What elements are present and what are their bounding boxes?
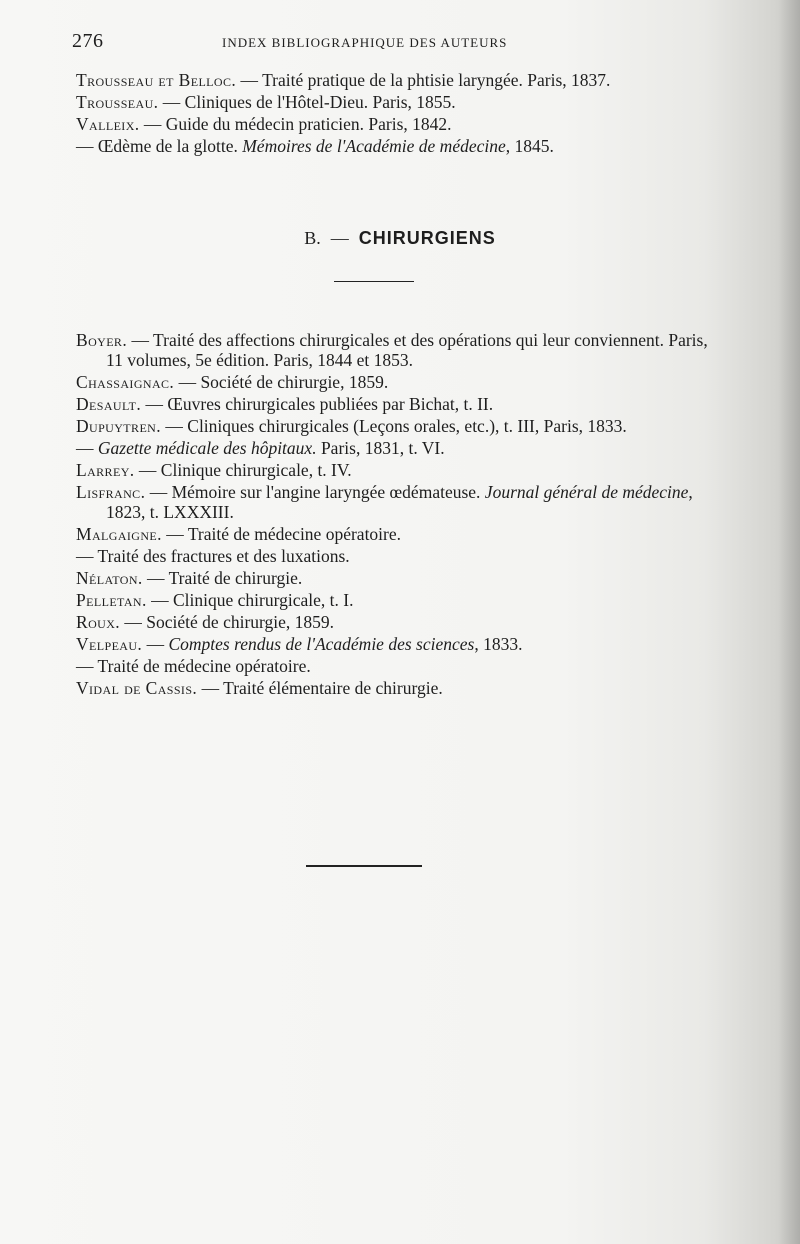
surgeons-entry-list	[76, 330, 716, 700]
entry-text: — Mémoire sur l'angine laryngée œdémateuse.	[145, 482, 485, 502]
bibliography-entry	[76, 524, 716, 544]
entry-italic-title: Journal général de médecine	[484, 482, 689, 502]
bibliography-entry	[76, 372, 716, 392]
entry-author: Valleix.	[76, 114, 140, 134]
page-number: 276	[72, 30, 104, 52]
section-divider	[334, 281, 414, 282]
entry-italic-title: Mémoires de l'Académie de médecine	[242, 136, 506, 156]
entry-italic-title: Gazette médicale des hôpitaux.	[97, 438, 317, 458]
entry-text: — Clinique chirurgicale, t. I.	[146, 590, 354, 610]
entry-author: Pelletan.	[76, 590, 147, 610]
bibliography-entry	[76, 590, 716, 610]
entry-text: — Traité élémentaire de chirurgie.	[197, 678, 443, 698]
bibliography-entry	[76, 114, 716, 134]
entry-author: Velpeau.	[76, 634, 143, 654]
section-title: CHIRURGIENS	[358, 228, 496, 248]
bibliography-entry	[76, 634, 716, 654]
end-rule	[306, 865, 422, 867]
bibliography-entry	[76, 416, 716, 436]
entry-author: Roux.	[76, 612, 121, 632]
entry-text: —	[76, 438, 98, 458]
physicians-entry-list	[76, 70, 716, 158]
entry-author: Lisfranc.	[76, 482, 146, 502]
entry-text: — Cliniques chirurgicales (Leçons orales, etc.), t. III, Paris, 1833.	[161, 416, 627, 436]
entry-author: Vidal de Cassis.	[76, 678, 198, 698]
bibliography-entry	[76, 568, 716, 588]
entry-author: Chassaignac.	[76, 372, 175, 392]
bibliography-entry	[76, 612, 716, 632]
entry-text: — Traité de médecine opératoire.	[161, 524, 402, 544]
entry-text-after: , 1823, t. LXXXIII.	[106, 482, 693, 522]
entry-author: Dupuytren.	[76, 416, 162, 436]
section-heading	[0, 228, 800, 249]
entry-text: — Traité pratique de la phtisie laryngée. Paris, 1837.	[236, 70, 611, 90]
bibliography-entry	[76, 546, 716, 566]
entry-author: Nélaton.	[76, 568, 143, 588]
entry-text: — Œdème de la glotte.	[76, 136, 243, 156]
bibliography-entry	[76, 136, 716, 156]
entry-author: Trousseau et Belloc.	[76, 70, 237, 90]
bibliography-entry	[76, 92, 716, 112]
bibliography-entry	[76, 70, 716, 90]
entry-text-after: , 1833.	[474, 634, 523, 654]
section-letter: B.	[304, 228, 321, 248]
entry-text: — Œuvres chirurgicales publiées par Bichat, t. II.	[141, 394, 494, 414]
bibliography-entry	[76, 482, 716, 522]
entry-italic-title: Comptes rendus de l'Académie des sciences	[168, 634, 475, 654]
page-edge-shadow	[778, 0, 800, 1244]
entry-text: — Traité des fractures et des luxations.	[76, 546, 350, 566]
bibliography-entry	[76, 438, 716, 458]
entry-author: Boyer.	[76, 330, 128, 350]
entry-author: Larrey.	[76, 460, 135, 480]
entry-text: —	[142, 634, 169, 654]
entry-text: — Clinique chirurgicale, t. IV.	[134, 460, 352, 480]
entry-text-after: , 1845.	[505, 136, 554, 156]
bibliography-entry	[76, 394, 716, 414]
entry-text: — Société de chirurgie, 1859.	[174, 372, 389, 392]
entry-text: — Traité de chirurgie.	[142, 568, 303, 588]
bibliography-entry	[76, 330, 716, 370]
page-header	[72, 30, 712, 54]
entry-text-after: Paris, 1831, t. VI.	[316, 438, 445, 458]
bibliography-entry	[76, 460, 716, 480]
entry-author: Malgaigne.	[76, 524, 162, 544]
entry-author: Trousseau.	[76, 92, 159, 112]
entry-text: — Cliniques de l'Hôtel-Dieu. Paris, 1855.	[158, 92, 456, 112]
bibliography-entry	[76, 656, 716, 676]
bibliography-entry	[76, 678, 716, 698]
entry-text: — Traité des affections chirurgicales et des opérations qui leur conviennent. Paris, 11 volumes, 5e édition. Paris, 1844 et 1853.	[106, 330, 708, 370]
entry-text: — Traité de médecine opératoire.	[76, 656, 311, 676]
entry-author: Desault.	[76, 394, 142, 414]
running-title: INDEX BIBLIOGRAPHIQUE DES AUTEURS	[222, 35, 508, 50]
entry-text: — Guide du médecin praticien. Paris, 1842.	[139, 114, 452, 134]
section-dash: —	[330, 228, 349, 248]
entry-text: — Société de chirurgie, 1859.	[120, 612, 335, 632]
